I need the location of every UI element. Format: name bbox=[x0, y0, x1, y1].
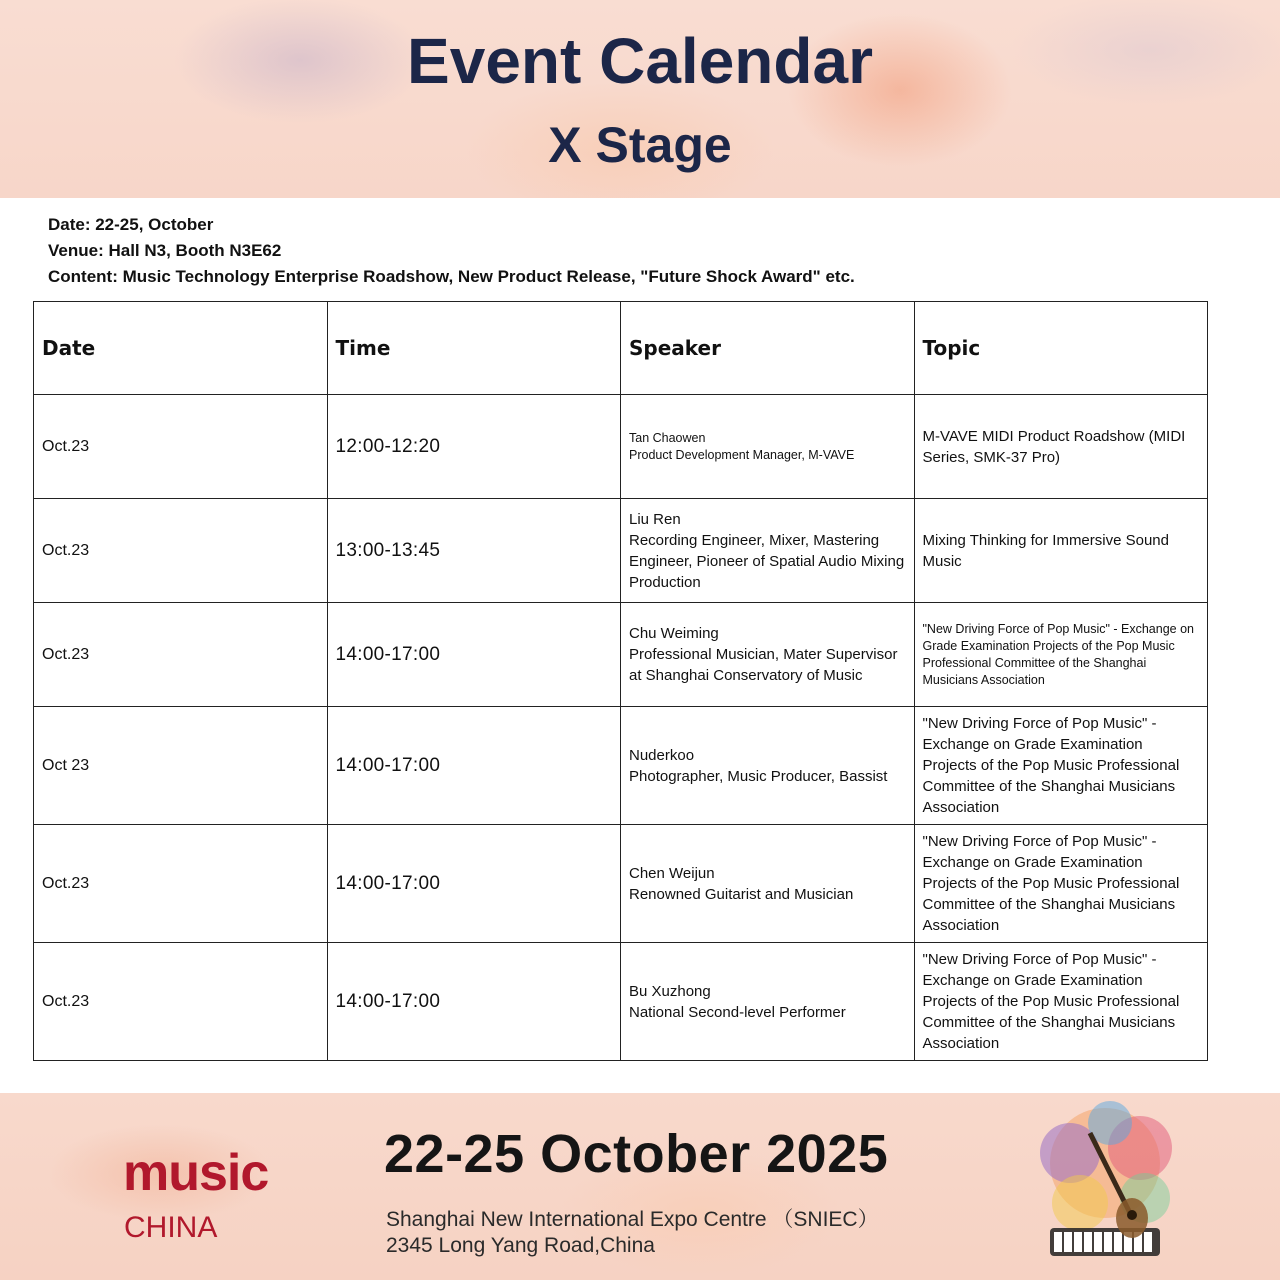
brand-logo-china: CHINA bbox=[124, 1211, 218, 1244]
info-date: Date: 22-25, October bbox=[48, 215, 214, 234]
footer-address: 2345 Long Yang Road,China bbox=[386, 1234, 655, 1257]
page-subtitle: X Stage bbox=[548, 117, 732, 173]
cell-time: 14:00-17:00 bbox=[327, 603, 621, 707]
cell-speaker: Chen Weijun Renowned Guitarist and Musician bbox=[621, 825, 915, 943]
table-row bbox=[34, 825, 1208, 943]
cell-topic: "New Driving Force of Pop Music" - Exchange on Grade Examination Projects of the Pop Music Professional Committee of the Shanghai Musicians Association bbox=[914, 943, 1208, 1061]
cell-topic: M-VAVE MIDI Product Roadshow (MIDI Series, SMK-37 Pro) bbox=[914, 395, 1208, 499]
cell-date: Oct.23 bbox=[34, 603, 328, 707]
table-row bbox=[34, 707, 1208, 825]
cell-date: Oct.23 bbox=[34, 943, 328, 1061]
header-banner bbox=[0, 0, 1280, 198]
cell-topic: Mixing Thinking for Immersive Sound Music bbox=[914, 499, 1208, 603]
event-info bbox=[48, 212, 855, 290]
page-title: Event Calendar bbox=[407, 25, 873, 97]
music-splash-artwork-icon bbox=[1020, 1093, 1190, 1280]
footer-banner bbox=[0, 1093, 1280, 1280]
info-venue: Venue: Hall N3, Booth N3E62 bbox=[48, 241, 282, 260]
cell-topic: "New Driving Force of Pop Music" - Exchange on Grade Examination Projects of the Pop Music Professional Committee of the Shanghai Musicians Association bbox=[914, 825, 1208, 943]
cell-speaker: Liu Ren Recording Engineer, Mixer, Mastering Engineer, Pioneer of Spatial Audio Mixing Production bbox=[621, 499, 915, 603]
cell-date: Oct.23 bbox=[34, 825, 328, 943]
column-header-speaker: Speaker bbox=[621, 302, 915, 395]
column-header-time: Time bbox=[327, 302, 621, 395]
cell-time: 12:00-12:20 bbox=[327, 395, 621, 499]
table-row bbox=[34, 395, 1208, 499]
schedule-table bbox=[33, 301, 1208, 1061]
cell-date: Oct.23 bbox=[34, 499, 328, 603]
cell-date: Oct.23 bbox=[34, 395, 328, 499]
cell-speaker: Chu Weiming Professional Musician, Mater Supervisor at Shanghai Conservatory of Music bbox=[621, 603, 915, 707]
cell-topic: "New Driving Force of Pop Music" - Exchange on Grade Examination Projects of the Pop Music Professional Committee of the Shanghai Musicians Association bbox=[914, 707, 1208, 825]
table-row bbox=[34, 943, 1208, 1061]
column-header-topic: Topic bbox=[914, 302, 1208, 395]
cell-speaker: Bu Xuzhong National Second-level Performer bbox=[621, 943, 915, 1061]
table-row bbox=[34, 499, 1208, 603]
column-header-date: Date bbox=[34, 302, 328, 395]
table-header-row bbox=[34, 302, 1208, 395]
cell-speaker: Nuderkoo Photographer, Music Producer, Bassist bbox=[621, 707, 915, 825]
brand-logo-music: music bbox=[123, 1144, 269, 1202]
cell-topic: "New Driving Force of Pop Music" - Exchange on Grade Examination Projects of the Pop Music Professional Committee of the Shanghai Musicians Association bbox=[914, 603, 1208, 707]
table-row bbox=[34, 603, 1208, 707]
cell-time: 14:00-17:00 bbox=[327, 943, 621, 1061]
cell-date: Oct 23 bbox=[34, 707, 328, 825]
cell-speaker: Tan Chaowen Product Development Manager, M-VAVE bbox=[621, 395, 915, 499]
info-content: Content: Music Technology Enterprise Roadshow, New Product Release, "Future Shock Award" etc. bbox=[48, 267, 855, 286]
cell-time: 13:00-13:45 bbox=[327, 499, 621, 603]
footer-dates: 22-25 October 2025 bbox=[384, 1124, 889, 1184]
footer-venue: Shanghai New International Expo Centre （SNIEC） bbox=[386, 1208, 879, 1231]
cell-time: 14:00-17:00 bbox=[327, 707, 621, 825]
cell-time: 14:00-17:00 bbox=[327, 825, 621, 943]
